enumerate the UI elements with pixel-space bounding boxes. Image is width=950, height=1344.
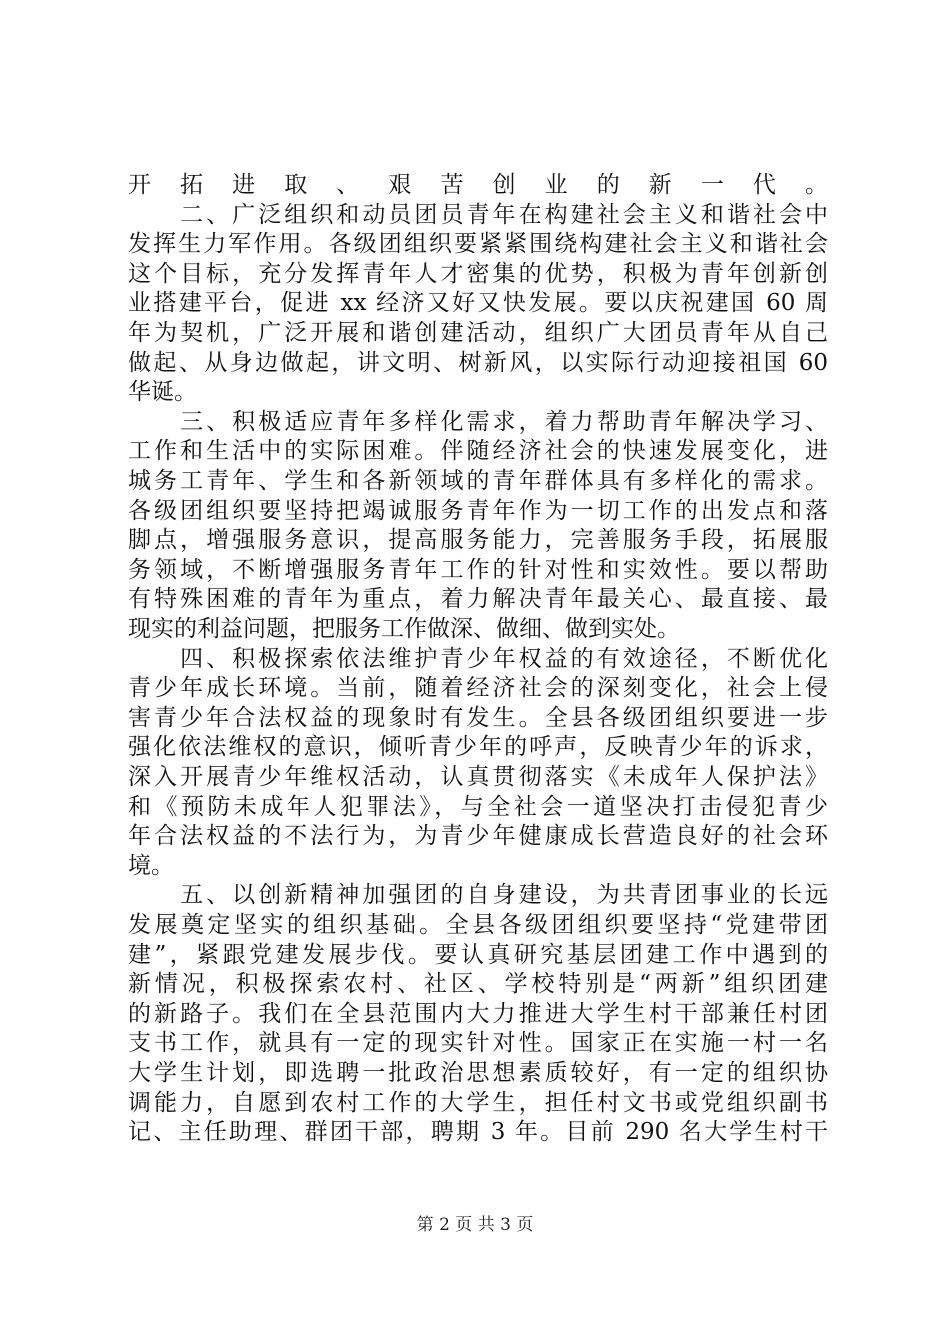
text-line: 开拓进取、艰苦创业的新一代。 — [128, 172, 828, 198]
text-line: 记、主任助理、群团干部，聘期 3 年。目前 290 名大学生村干 — [128, 1119, 828, 1145]
text-line: 这个目标，充分发挥青年人才密集的优势，积极为青年创新创 — [128, 261, 828, 287]
text-line: 建”，紧跟党建发展步伐。要认真研究基层团建工作中遇到的 — [128, 942, 828, 968]
text-line: 害青少年合法权益的现象时有发生。全县各级团组织要进一步 — [128, 705, 828, 731]
text-line: 脚点，增强服务意识，提高服务能力，完善服务手段，拓展服 — [128, 527, 828, 553]
text-line: 城务工青年、学生和各新领域的青年群体具有多样化的需求。 — [128, 468, 828, 494]
text-line: 发挥生力军作用。各级团组织要紧紧围绕构建社会主义和谐社会 — [128, 231, 828, 257]
text-line: 调能力，自愿到农村工作的大学生，担任村文书或党组织副书 — [128, 1090, 828, 1116]
page-number-footer: 第 2 页 共 3 页 — [416, 1215, 534, 1235]
text-line: 支书工作，就具有一定的现实针对性。国家正在实施一村一名 — [128, 1030, 828, 1056]
text-line: 务领域，不断增强服务青年工作的针对性和实效性。要以帮助 — [128, 557, 828, 583]
text-line: 五、以创新精神加强团的自身建设，为共青团事业的长远 — [128, 882, 828, 908]
text-line: 有特殊困难的青年为重点，着力解决青年最关心、最直接、最 — [128, 586, 828, 612]
text-line: 各级团组织要坚持把竭诚服务青年作为一切工作的出发点和落 — [128, 498, 828, 524]
text-line: 做起、从身边做起，讲文明、树新风，以实际行动迎接祖国 60 — [128, 350, 828, 376]
text-line: 三、积极适应青年多样化需求，着力帮助青年解决学习、 — [128, 409, 828, 435]
text-line: 年合法权益的不法行为，为青少年健康成长营造良好的社会环 — [128, 823, 828, 849]
text-line: 年为契机，广泛开展和谐创建活动，组织广大团员青年从自己 — [128, 320, 828, 346]
text-line: 业搭建平台，促进 xx 经济又好又快发展。要以庆祝建国 60 周 — [128, 290, 828, 316]
text-line: 工作和生活中的实际困难。伴随经济社会的快速发展变化，进 — [128, 438, 828, 464]
text-line: 华诞。 — [128, 379, 197, 405]
text-line: 发展奠定坚实的组织基础。全县各级团组织要坚持“党建带团 — [128, 912, 828, 938]
text-line: 深入开展青少年维权活动，认真贯彻落实《未成年人保护法》 — [128, 764, 828, 790]
text-line: 的新路子。我们在全县范围内大力推进大学生村干部兼任村团 — [128, 1001, 828, 1027]
text-line: 境。 — [128, 853, 174, 879]
text-line: 和《预防未成年人犯罪法》，与全社会一道坚决打击侵犯青少 — [128, 794, 828, 820]
text-line: 现实的利益问题，把服务工作做深、做细、做到实处。 — [128, 616, 680, 642]
text-line: 四、积极探索依法维护青少年权益的有效途径，不断优化 — [128, 646, 828, 672]
text-line: 大学生计划，即选聘一批政治思想素质较好，有一定的组织协 — [128, 1060, 828, 1086]
text-line: 二、广泛组织和动员团员青年在构建社会主义和谐社会中 — [128, 202, 828, 228]
text-line: 青少年成长环境。当前，随着经济社会的深刻变化，社会上侵 — [128, 675, 828, 701]
text-line: 强化依法维权的意识，倾听青少年的呼声，反映青少年的诉求， — [128, 734, 828, 760]
text-line: 新情况，积极探索农村、社区、学校特别是“两新”组织团建 — [128, 971, 828, 997]
